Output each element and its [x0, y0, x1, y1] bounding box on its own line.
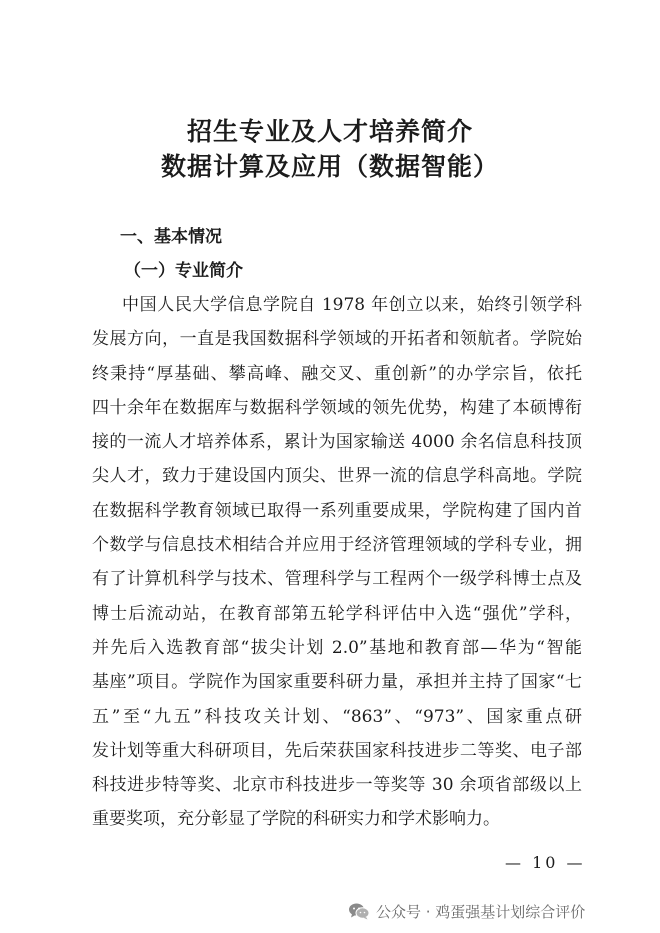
- wechat-icon: [348, 902, 370, 920]
- wechat-watermark: [348, 897, 585, 925]
- section-heading: 一、基本情况: [120, 227, 222, 247]
- paragraph-line: 终秉持“厚基础、攀高峰、融交叉、重创新”的办学宗旨，依托: [92, 363, 582, 384]
- paragraph-line: 接的一流人才培养体系，累计为国家输送 4000 余名信息科技顶: [92, 432, 582, 453]
- paragraph-line: 发展方向，一直是我国数据科学领域的开拓者和领航者。学院始: [92, 329, 582, 350]
- document-title-line-1: 招生专业及人才培养简介: [186, 117, 473, 146]
- paragraph-line: 个数学与信息技术相结合并应用于经济管理领域的学科专业，拥: [92, 535, 582, 556]
- paragraph-line: 发计划等重大科研项目，先后荣获国家科技进步二等奖、电子部: [92, 740, 582, 761]
- paragraph-line: 中国人民大学信息学院自 1978 年创立以来，始终引领学科: [122, 295, 582, 315]
- paragraph-line: 尖人才，致力于建设国内顶尖、世界一流的信息学科高地。学院: [92, 466, 582, 487]
- paragraph-line: 四十余年在数据库与数据科学领域的领先优势，构建了本硕博衔: [92, 397, 582, 418]
- paragraph-line: 五”至“九五”科技攻关计划、“863”、“973”、国家重点研: [92, 706, 582, 727]
- watermark-text: 公众号 · 鸡蛋强基计划综合评价: [376, 902, 586, 921]
- paragraph-line: 科技进步特等奖、北京市科技进步一等奖等 30 余项省部级以上: [92, 775, 582, 796]
- subsection-heading: （一）专业简介: [124, 261, 243, 281]
- paragraph-line: 并先后入选教育部“拔尖计划 2.0”基地和教育部—华为“智能: [92, 637, 582, 658]
- paragraph-line: 在数据科学教育领域已取得一系列重要成果，学院构建了国内首: [92, 500, 582, 521]
- paragraph-line: 博士后流动站，在教育部第五轮学科评估中入选“强优”学科，: [92, 603, 582, 624]
- page-number: — 10 —: [505, 853, 586, 872]
- body-paragraph: [92, 288, 582, 837]
- document-title-line-2: 数据计算及应用（数据智能）: [160, 152, 499, 181]
- paragraph-line: 基座”项目。学院作为国家重要科研力量，承担并主持了国家“七: [92, 672, 582, 693]
- paragraph-line: 有了计算机科学与技术、管理科学与工程两个一级学科博士点及: [92, 569, 582, 590]
- paragraph-line: 重要奖项，充分彰显了学院的科研实力和学术影响力。: [92, 809, 500, 830]
